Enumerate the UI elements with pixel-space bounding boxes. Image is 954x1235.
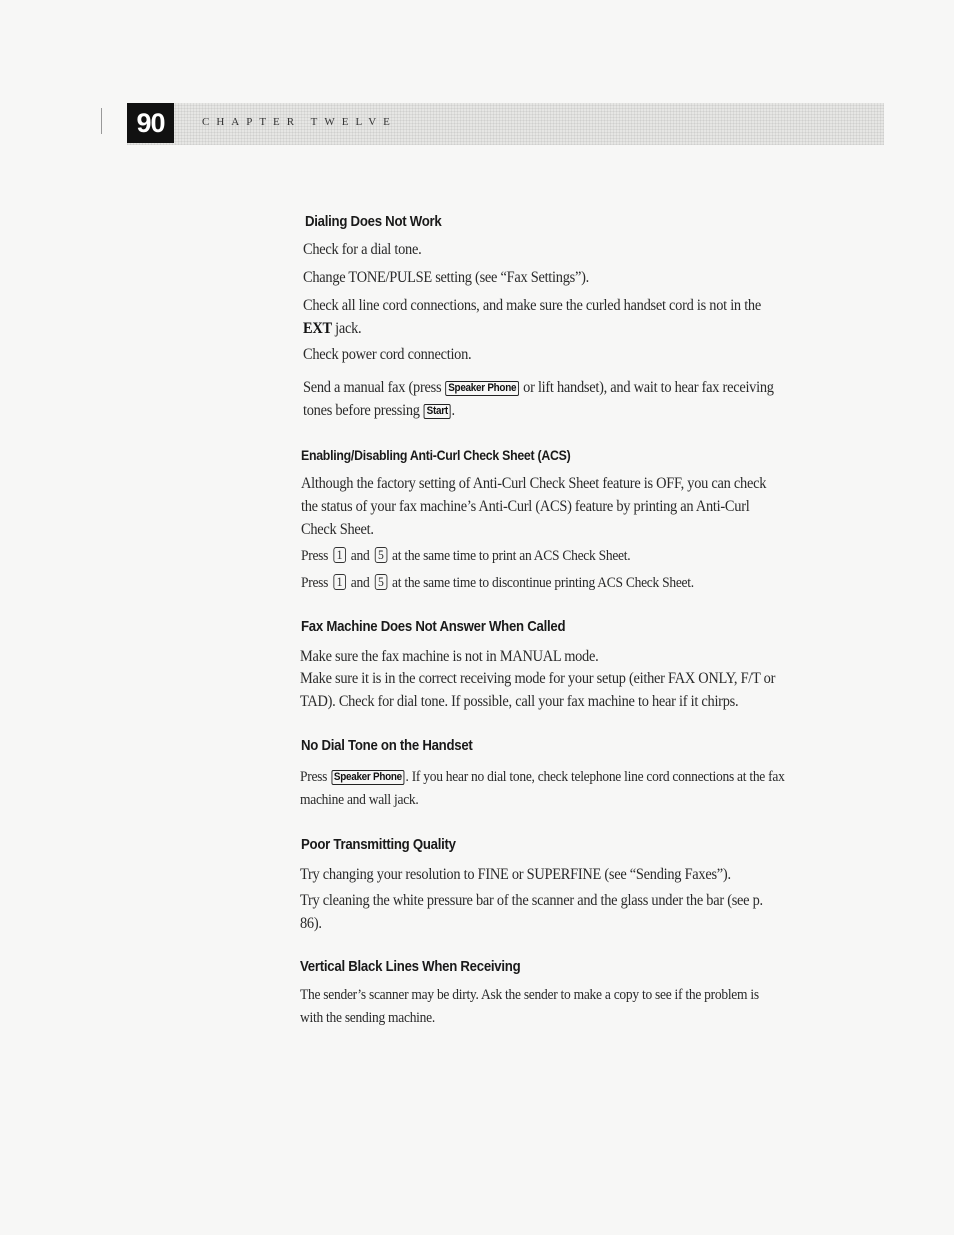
speaker-phone-key: Speaker Phone — [331, 770, 404, 785]
chapter-label: CHAPTER TWELVE — [202, 116, 397, 128]
margin-mark — [101, 108, 102, 134]
key-1: 1 — [333, 574, 346, 590]
paragraph — [300, 766, 800, 812]
text: Press — [300, 769, 328, 785]
text: and — [350, 548, 370, 564]
paragraph: The sender’s scanner may be dirty. Ask the sender to make a copy to see if the problem is with the sending machine. — [300, 987, 759, 1026]
section-heading-no-dial-tone: No Dial Tone on the Handset — [301, 737, 473, 754]
start-key: Start — [424, 404, 451, 419]
paragraph: Make sure it is in the correct receiving mode for your setup (either FAX ONLY, F/T or TAD). Check for dial tone. If possible, call your fax machine to hear if it chirps. — [300, 670, 776, 710]
section-heading-transmit-quality: Poor Transmitting Quality — [301, 836, 456, 853]
paragraph — [301, 572, 805, 595]
paragraph: Check for a dial tone. — [303, 241, 422, 258]
section-heading-vertical-lines: Vertical Black Lines When Receiving — [300, 958, 521, 975]
text: . If you hear no dial tone, check telephone line cord connections at the fax machine and wall jack. — [300, 769, 785, 808]
text: at the same time to print an ACS Check Sheet. — [392, 548, 631, 564]
paragraph: Try cleaning the white pressure bar of the scanner and the glass under the bar (see p. 86). — [300, 892, 763, 932]
paragraph — [301, 545, 805, 568]
text: Press — [301, 548, 329, 564]
text: Check all line cord connections, and make sure the curled handset cord is not in the — [303, 297, 761, 314]
page-number: 90 — [127, 103, 174, 143]
text: . — [451, 402, 455, 419]
text: or lift handset), and wait to hear fax receiving tones before pressing — [303, 379, 774, 419]
text: Press — [301, 575, 329, 591]
key-1: 1 — [333, 547, 346, 563]
text: jack. — [335, 320, 362, 337]
paragraph — [303, 376, 789, 422]
paragraph: Try changing your resolution to FINE or SUPERFINE (see “Sending Faxes”). — [300, 866, 731, 883]
speaker-phone-key: Speaker Phone — [446, 381, 519, 396]
text: at the same time to discontinue printing ACS Check Sheet. — [392, 575, 694, 591]
text: Send a manual fax (press — [303, 379, 442, 396]
section-heading-acs: Enabling/Disabling Anti-Curl Check Sheet (ACS) — [301, 447, 571, 463]
paragraph: Check power cord connection. — [303, 346, 472, 363]
ext-jack-label: EXT — [303, 320, 332, 337]
section-heading-no-answer: Fax Machine Does Not Answer When Called — [301, 618, 566, 635]
paragraph — [303, 294, 789, 340]
key-5: 5 — [374, 574, 387, 590]
section-heading-dialing: Dialing Does Not Work — [305, 213, 442, 230]
paragraph: Although the factory setting of Anti-Curl Check Sheet feature is OFF, you can check the status of your fax machine’s Anti-Curl (ACS) feature by printing an Anti-Curl Check Sheet. — [301, 475, 767, 538]
key-5: 5 — [374, 547, 387, 563]
paragraph: Make sure the fax machine is not in MANUAL mode. — [300, 648, 599, 665]
paragraph: Change TONE/PULSE setting (see “Fax Settings”). — [303, 269, 589, 286]
text: and — [350, 575, 370, 591]
